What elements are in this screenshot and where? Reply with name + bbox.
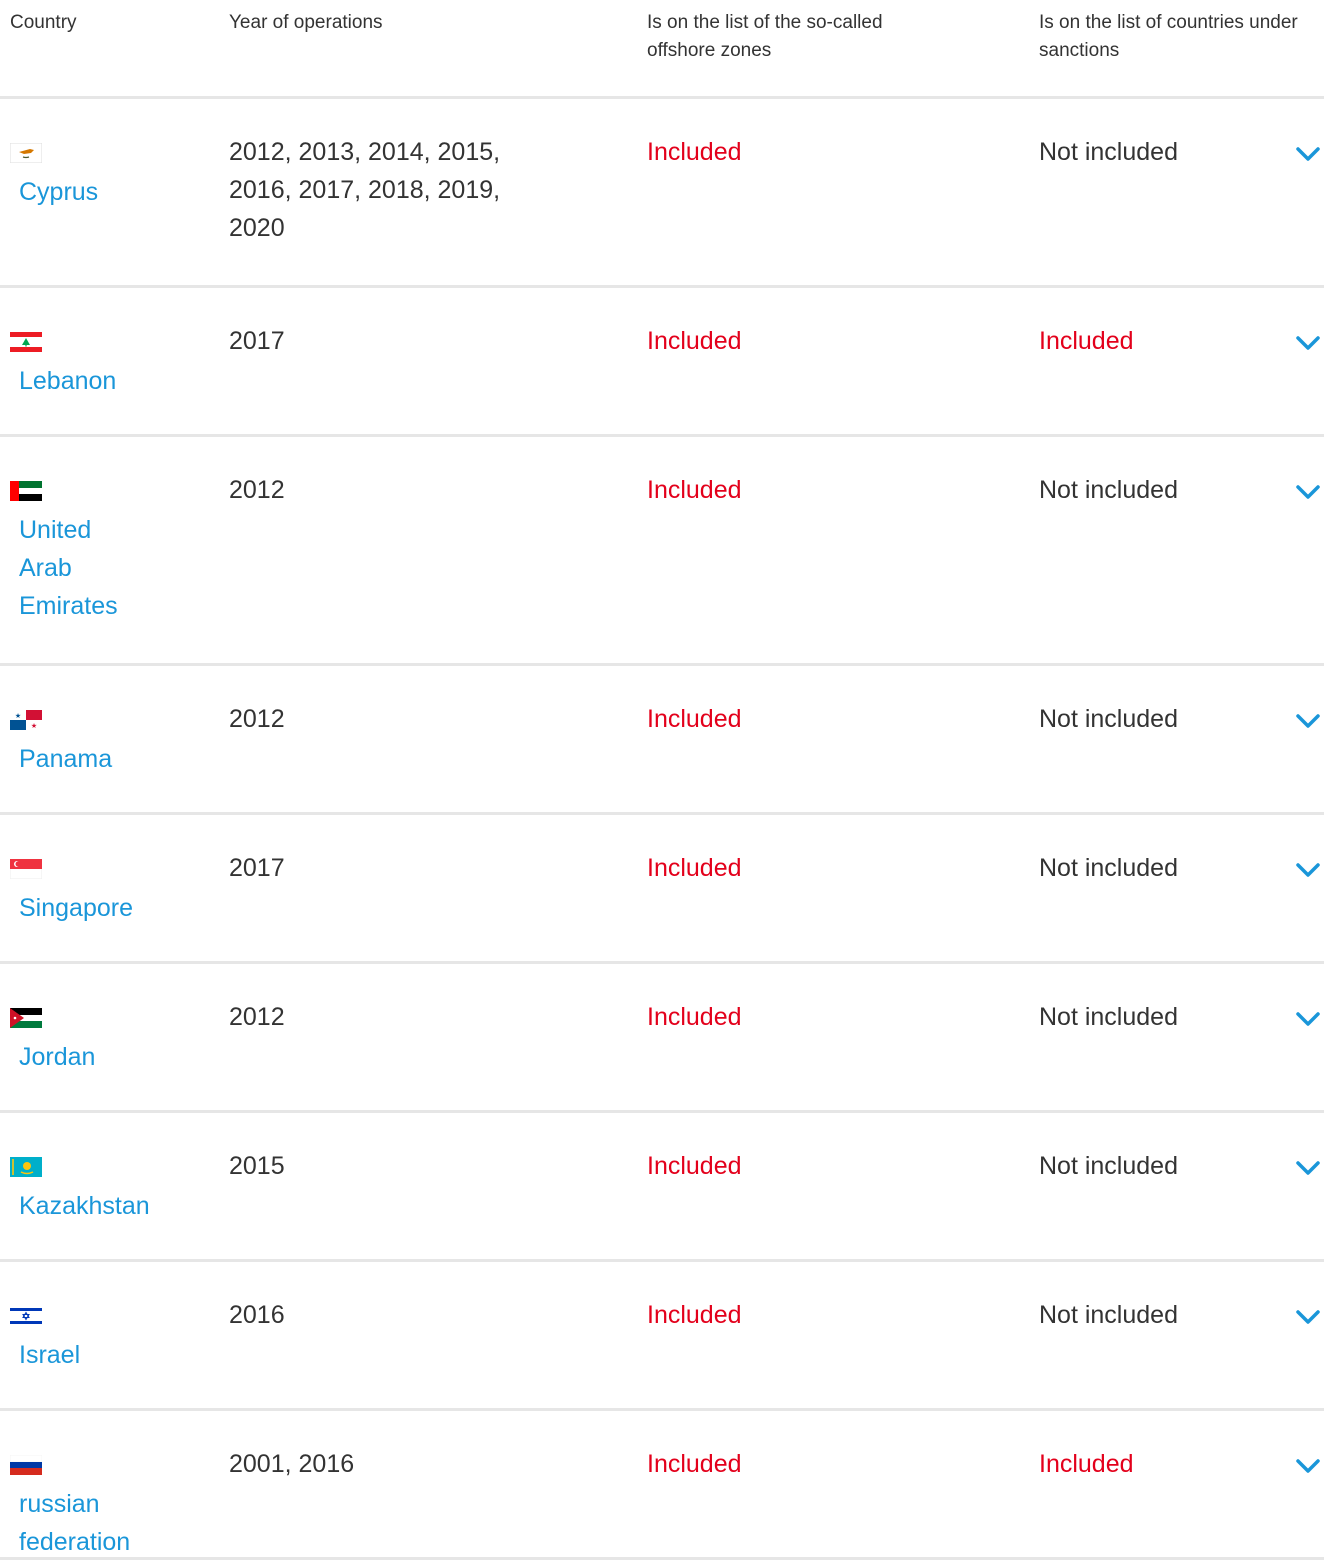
country-link[interactable]: Israel [19, 1341, 81, 1369]
lebanon-flag-icon [10, 332, 42, 352]
offshore-status: Included [647, 476, 742, 504]
country-link[interactable]: Singapore [19, 894, 133, 922]
sanctions-status: Not included [1039, 705, 1178, 733]
chevron-down-icon[interactable] [1295, 1159, 1321, 1177]
years-of-operations: 2012, 2013, 2014, 2015, 2016, 2017, 2018, 2019, 2020 [229, 138, 501, 242]
table-header [0, 0, 1324, 99]
offshore-status: Included [647, 327, 742, 355]
table-row[interactable] [0, 815, 1324, 964]
russia-flag-icon [10, 1455, 42, 1475]
sanctions-status: Not included [1039, 1301, 1178, 1329]
country-link[interactable]: United Arab Emirates [19, 516, 118, 620]
table-row[interactable] [0, 1262, 1324, 1411]
table-row[interactable] [0, 288, 1324, 437]
chevron-down-icon[interactable] [1295, 483, 1321, 501]
years-of-operations: 2017 [229, 327, 285, 355]
offshore-status: Included [647, 705, 742, 733]
country-link[interactable]: Cyprus [19, 178, 99, 206]
years-of-operations: 2012 [229, 705, 285, 733]
country-link[interactable]: Kazakhstan [19, 1192, 150, 1220]
jordan-flag-icon [10, 1008, 42, 1028]
table-row[interactable] [0, 666, 1324, 815]
singapore-flag-icon [10, 859, 42, 879]
header-country: Country [10, 12, 77, 33]
offshore-status: Included [647, 138, 742, 166]
table-row[interactable] [0, 964, 1324, 1113]
svg-text:★: ★ [14, 712, 22, 720]
table-row[interactable] [0, 1411, 1324, 1560]
offshore-status: Included [647, 1450, 742, 1478]
years-of-operations: 2015 [229, 1152, 285, 1180]
panama-flag-icon [10, 710, 42, 730]
cyprus-flag-icon [10, 143, 42, 163]
years-of-operations: 2016 [229, 1301, 285, 1329]
country-link[interactable]: Panama [19, 745, 113, 773]
kazakhstan-flag-icon [10, 1157, 42, 1177]
years-of-operations: 2012 [229, 476, 285, 504]
sanctions-status: Included [1039, 1450, 1134, 1478]
chevron-down-icon[interactable] [1295, 1457, 1321, 1475]
sanctions-status: Not included [1039, 476, 1178, 504]
chevron-down-icon[interactable] [1295, 1010, 1321, 1028]
sanctions-status: Not included [1039, 854, 1178, 882]
years-of-operations: 2017 [229, 854, 285, 882]
country-link[interactable]: Jordan [19, 1043, 96, 1071]
offshore-status: Included [647, 1301, 742, 1329]
chevron-down-icon[interactable] [1295, 145, 1321, 163]
header-sanctions: Is on the list of countries under sanctions [1039, 12, 1298, 61]
table-row[interactable] [0, 437, 1324, 666]
offshore-status: Included [647, 1152, 742, 1180]
table-row[interactable] [0, 99, 1324, 288]
years-of-operations: 2001, 2016 [229, 1450, 355, 1478]
header-year-of-operations: Year of operations [229, 12, 383, 33]
offshore-status: Included [647, 1003, 742, 1031]
table-body [0, 99, 1330, 1560]
offshore-status: Included [647, 854, 742, 882]
years-of-operations: 2012 [229, 1003, 285, 1031]
uae-flag-icon [10, 481, 42, 501]
country-link[interactable]: russian federation [19, 1490, 131, 1556]
israel-flag-icon [10, 1306, 42, 1326]
country-link[interactable]: Lebanon [19, 367, 117, 395]
chevron-down-icon[interactable] [1295, 334, 1321, 352]
table-row[interactable] [0, 1113, 1324, 1262]
svg-text:★: ★ [30, 722, 38, 730]
chevron-down-icon[interactable] [1295, 861, 1321, 879]
sanctions-status: Not included [1039, 138, 1178, 166]
header-offshore-zones: Is on the list of the so-called offshore zones [647, 12, 883, 61]
sanctions-status: Not included [1039, 1152, 1178, 1180]
chevron-down-icon[interactable] [1295, 712, 1321, 730]
sanctions-status: Not included [1039, 1003, 1178, 1031]
sanctions-status: Included [1039, 327, 1134, 355]
chevron-down-icon[interactable] [1295, 1308, 1321, 1326]
